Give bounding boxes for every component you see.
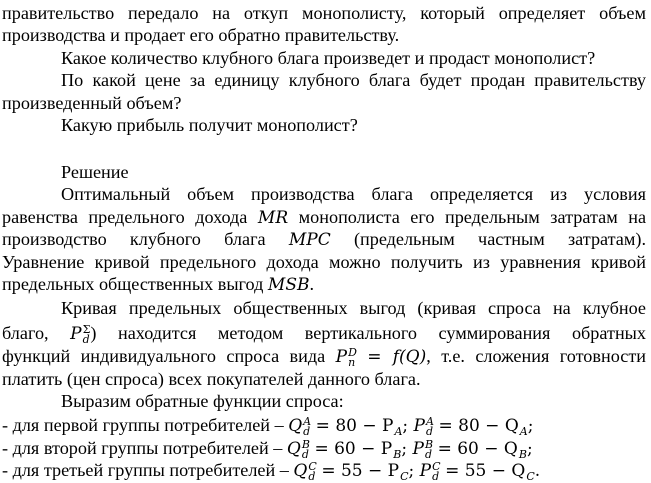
demand-line-group-b: - для второй группы потребителей – Q B d = 60 − P B ; P B d = 60 − Q B ;: [2, 437, 533, 461]
text-line: [2, 206, 646, 230]
formula-sub: d: [301, 447, 309, 461]
formula-base: P: [413, 416, 425, 436]
formula-base: P: [70, 324, 82, 344]
formula-end: ;: [526, 439, 533, 459]
formula-sub: C: [400, 470, 409, 483]
formula-rhs: = 55 − Q: [445, 461, 526, 481]
formula-sub: n: [348, 355, 356, 369]
demand-line-group-a: - для первой группы потребителей – Q A d = 80 − P A ; P A d = 80 − Q A ;: [2, 414, 534, 438]
formula-sup: A: [303, 414, 312, 428]
text-span: производство клубного блага: [2, 229, 266, 249]
formula-sup: C: [432, 459, 441, 473]
msb-symbol: MSB: [267, 275, 310, 295]
formula-end: .: [534, 461, 541, 481]
text-span: , т.е. сложения готовности: [426, 346, 647, 366]
text-line: [2, 273, 646, 297]
formula-sup: A: [426, 414, 434, 428]
formula-base: P: [419, 461, 432, 481]
text-line: производства и продает его обратно правительству.: [2, 25, 400, 45]
formula-rhs: = 60 − P: [314, 439, 393, 459]
text-line: [2, 345, 646, 369]
formula-rhs: = f(Q): [367, 347, 427, 367]
formula-sub: d: [82, 332, 90, 346]
formula-sub: B: [393, 448, 402, 461]
text-line: [2, 322, 646, 346]
formula-base: Q: [286, 439, 301, 459]
text-line: Оптимальный объем производства блага определяется из условия: [61, 184, 646, 204]
text-line: платить (цен спроса) всех покупателей данного блага.: [2, 369, 421, 389]
text-line: Уравнение кривой предельного дохода можно получить из уравнения кривой: [2, 252, 646, 272]
pn-d-formula: [335, 345, 427, 369]
formula-sub: d: [308, 469, 316, 483]
text-span: (предельным частным затратам).: [353, 229, 646, 249]
formula-sub: C: [526, 470, 535, 483]
mr-symbol: MR: [257, 208, 289, 228]
solution-heading: Решение: [61, 162, 129, 182]
formula-rhs: = 80 − Q: [438, 416, 519, 436]
formula-rhs: = 55 − P: [321, 461, 400, 481]
text-line: [2, 228, 646, 252]
text-span: функций индивидуального спроса вида: [2, 346, 326, 366]
formula-base: Q: [293, 461, 308, 481]
formula-sup: Σ: [82, 322, 91, 336]
text-span: .: [309, 274, 315, 294]
formula-sub: d: [303, 424, 311, 438]
text-span: - для третьей группы потребителей –: [2, 460, 289, 480]
text-span: благо,: [2, 323, 49, 343]
formula-rhs: = 80 − P: [315, 416, 394, 436]
text-line: правительство передало на откуп монополисту, который определяет объем: [2, 3, 646, 23]
text-line: Выразим обратные функции спроса:: [61, 391, 344, 411]
mpc-symbol: MPC: [288, 230, 331, 250]
formula-base: Q: [288, 416, 303, 436]
formula-sup: B: [301, 437, 310, 451]
pd-sigma-formula: [70, 322, 91, 346]
question-2: По какой цене за единицу клубного блага будет продан правительству: [61, 70, 646, 90]
formula-sub: d: [424, 447, 432, 461]
formula-sup: C: [308, 459, 317, 473]
formula-sub: B: [518, 448, 527, 461]
question-3: Какую прибыль получит монополист?: [61, 115, 358, 135]
text-line: Кривая предельных общественных выгод (кривая спроса на клубное: [61, 298, 646, 318]
text-span: монополиста его предельным затратам на: [298, 207, 647, 227]
formula-sub: d: [426, 424, 434, 438]
formula-sup: B: [424, 437, 434, 451]
text-line: произведенный объем?: [2, 93, 182, 113]
formula-sup: D: [348, 345, 357, 359]
text-span: - для второй группы потребителей –: [2, 438, 283, 458]
text-span: ) находится методом вертикального суммирования обратных: [90, 323, 646, 343]
formula-sub: A: [519, 425, 528, 438]
formula-sub: d: [432, 469, 440, 483]
text-span: равенства предельного дохода: [2, 207, 248, 227]
question-1: Какое количество клубного блага произведет и продаст монополист?: [61, 48, 596, 68]
text-span: предельных общественных выгод: [2, 274, 264, 294]
formula-end: ;: [527, 416, 534, 436]
formula-base: P: [412, 439, 424, 459]
text-span: - для первой группы потребителей –: [2, 415, 284, 435]
formula-sub: A: [394, 425, 403, 438]
formula-rhs: = 60 − Q: [437, 439, 518, 459]
demand-line-group-c: - для третьей группы потребителей – Q C d = 55 − P C ; P C d = 55 − Q C .: [2, 459, 541, 483]
formula-base: P: [335, 347, 348, 367]
